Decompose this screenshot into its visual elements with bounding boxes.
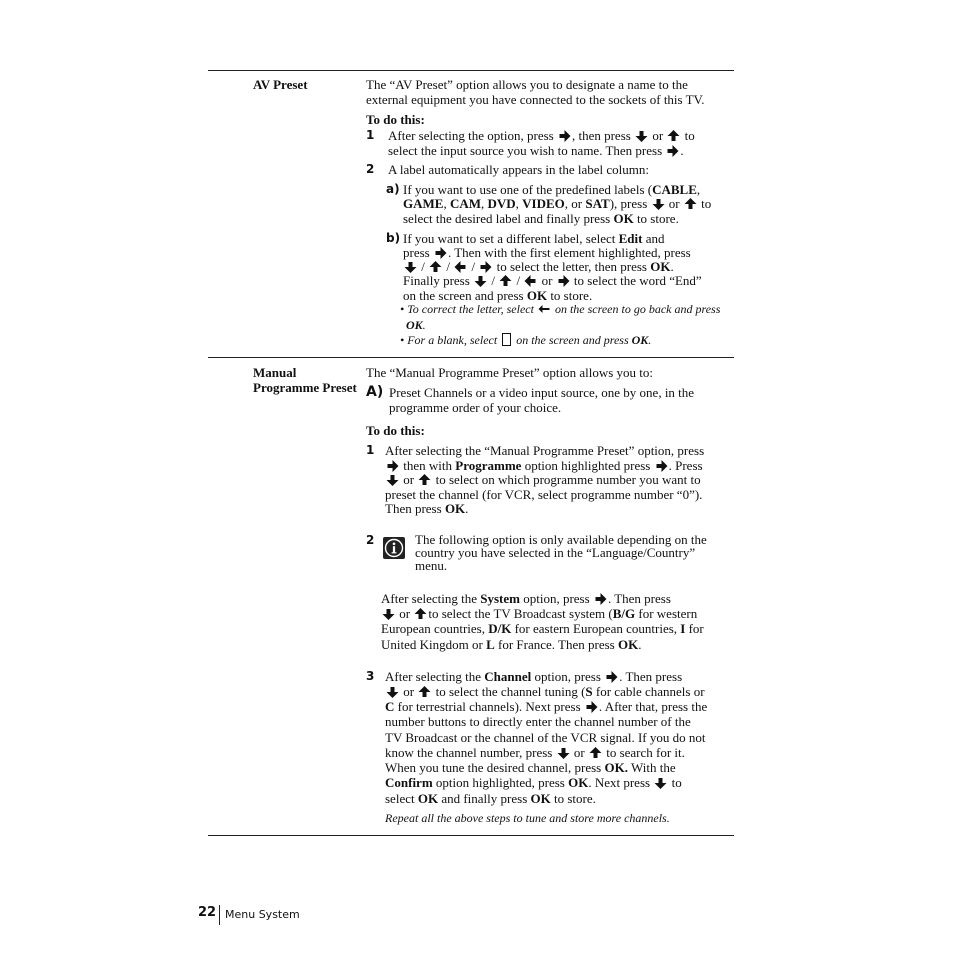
back-arrow-icon <box>538 303 551 315</box>
manual-s1-line5: Then press OK. <box>385 501 469 516</box>
manual-s1-line2: then with Programme option highlighted press . Press <box>385 458 703 473</box>
av-note-correct: • To correct the letter, select on the screen to go back and press <box>400 302 721 316</box>
av-note-blank: • For a blank, select on the screen and press OK. <box>400 333 652 347</box>
av-step2: A label automatically appears in the label column: <box>388 162 649 177</box>
av-a-line1: If you want to use one of the predefined labels (CABLE, <box>403 182 701 197</box>
step-number: 2 <box>366 533 375 547</box>
info-line2: country you have selected in the “Language/Country” <box>415 545 696 560</box>
system-line4: United Kingdom or L for France. Then press OK. <box>381 637 642 652</box>
info-icon <box>383 537 405 559</box>
down-arrow-icon <box>652 198 665 210</box>
right-arrow-icon <box>666 145 679 157</box>
av-intro-line1: The “AV Preset” option allows you to designate a name to the <box>366 77 688 92</box>
step-number: 3 <box>366 669 375 683</box>
down-arrow-icon <box>635 130 648 142</box>
down-arrow-icon <box>404 261 417 273</box>
page-number: 22 <box>198 905 217 920</box>
up-arrow-icon <box>418 474 431 486</box>
av-intro-line2: external equipment you have connected to the sockets of this TV. <box>366 92 705 107</box>
manual-s1-line4: preset the channel (for VCR, select programme number “0”). <box>385 487 703 502</box>
channel-line8: Confirm option highlighted, press OK. Next press to <box>385 775 682 790</box>
sub-step-marker: a) <box>386 182 400 196</box>
manual-s1-line3: or to select on which programme number you want to <box>385 472 701 487</box>
system-line3: European countries, D/K for eastern European countries, I for <box>381 621 704 636</box>
right-arrow-icon <box>386 460 399 472</box>
manual-A-line1: Preset Channels or a video input source, one by one, in the <box>389 385 695 400</box>
av-b-line4: Finally press / / or to select the word “End” <box>403 273 702 288</box>
down-arrow-icon <box>386 686 399 698</box>
info-line3: menu. <box>415 558 448 573</box>
right-arrow-icon <box>655 460 668 472</box>
av-preset-heading: AV Preset <box>253 77 308 92</box>
up-arrow-icon <box>499 275 512 287</box>
channel-line2: or to select the channel tuning (S for cable channels or <box>385 684 705 699</box>
info-line1: The following option is only available depending on the <box>415 532 707 547</box>
footer-divider <box>219 905 220 925</box>
down-arrow-icon <box>382 608 395 620</box>
down-arrow-icon <box>386 474 399 486</box>
up-arrow-icon <box>589 747 602 759</box>
up-arrow-icon <box>414 608 427 620</box>
left-arrow-icon <box>524 275 537 287</box>
down-arrow-icon <box>557 747 570 759</box>
step-number: 1 <box>366 443 375 457</box>
channel-line4: number buttons to directly enter the channel number of the <box>385 714 691 729</box>
manual-A-line2: programme order of your choice. <box>389 400 562 415</box>
av-b-line5: on the screen and press OK to store. <box>403 288 593 303</box>
section-divider <box>208 357 734 358</box>
down-arrow-icon <box>654 777 667 789</box>
right-arrow-icon <box>557 275 570 287</box>
right-arrow-icon <box>594 593 607 605</box>
sub-step-marker: b) <box>386 231 401 245</box>
channel-line5: TV Broadcast or the channel of the VCR signal. If you do not <box>385 730 706 745</box>
av-todo: To do this: <box>366 112 425 127</box>
av-a-line3: select the desired label and finally press OK to store. <box>403 211 679 226</box>
channel-line7: When you tune the desired channel, press OK. With the <box>385 760 676 775</box>
right-arrow-icon <box>479 261 492 273</box>
system-line2: or to select the TV Broadcast system (B/G for western <box>381 606 697 621</box>
manual-intro: The “Manual Programme Preset” option allows you to: <box>366 365 654 380</box>
av-note-ok: OK. <box>406 318 426 332</box>
left-arrow-icon <box>454 261 467 273</box>
blank-box-icon <box>502 333 511 346</box>
channel-line9: select OK and finally press OK to store. <box>385 791 596 806</box>
right-arrow-icon <box>585 701 598 713</box>
channel-line6: know the channel number, press or to search for it. <box>385 745 685 760</box>
down-arrow-icon <box>474 275 487 287</box>
av-b-line1: If you want to set a different label, select Edit and <box>403 231 665 246</box>
step-number: 2 <box>366 162 375 176</box>
repeat-note: Repeat all the above steps to tune and store more channels. <box>385 811 670 825</box>
right-arrow-icon <box>434 247 447 259</box>
right-arrow-icon <box>558 130 571 142</box>
av-step1-line2: select the input source you wish to name. Then press . <box>388 143 684 158</box>
manual-s1-line1: After selecting the “Manual Programme Preset” option, press <box>385 443 705 458</box>
up-arrow-icon <box>684 198 697 210</box>
av-b-line2: press . Then with the first element highlighted, press <box>403 245 691 260</box>
channel-line1: After selecting the Channel option, press . Then press <box>385 669 683 684</box>
manual-todo: To do this: <box>366 423 425 438</box>
av-step1-line1: After selecting the option, press , then press or to <box>388 128 695 143</box>
footer-section: Menu System <box>225 908 300 921</box>
option-marker: A) <box>366 384 384 400</box>
right-arrow-icon <box>605 671 618 683</box>
up-arrow-icon <box>429 261 442 273</box>
av-b-line3: / / / to select the letter, then press OK. <box>403 259 674 274</box>
av-a-line2: GAME, CAM, DVD, VIDEO, or SAT), press or to <box>403 196 712 211</box>
top-rule <box>208 70 734 71</box>
bottom-rule <box>208 835 734 836</box>
manual-preset-heading: Manual <box>253 365 297 380</box>
system-line1: After selecting the System option, press . Then press <box>381 591 671 606</box>
manual-preset-heading-line2: Programme Preset <box>253 380 357 395</box>
channel-line3: C for terrestrial channels). Next press . After that, press the <box>385 699 708 714</box>
up-arrow-icon <box>667 130 680 142</box>
step-number: 1 <box>366 128 375 142</box>
up-arrow-icon <box>418 686 431 698</box>
